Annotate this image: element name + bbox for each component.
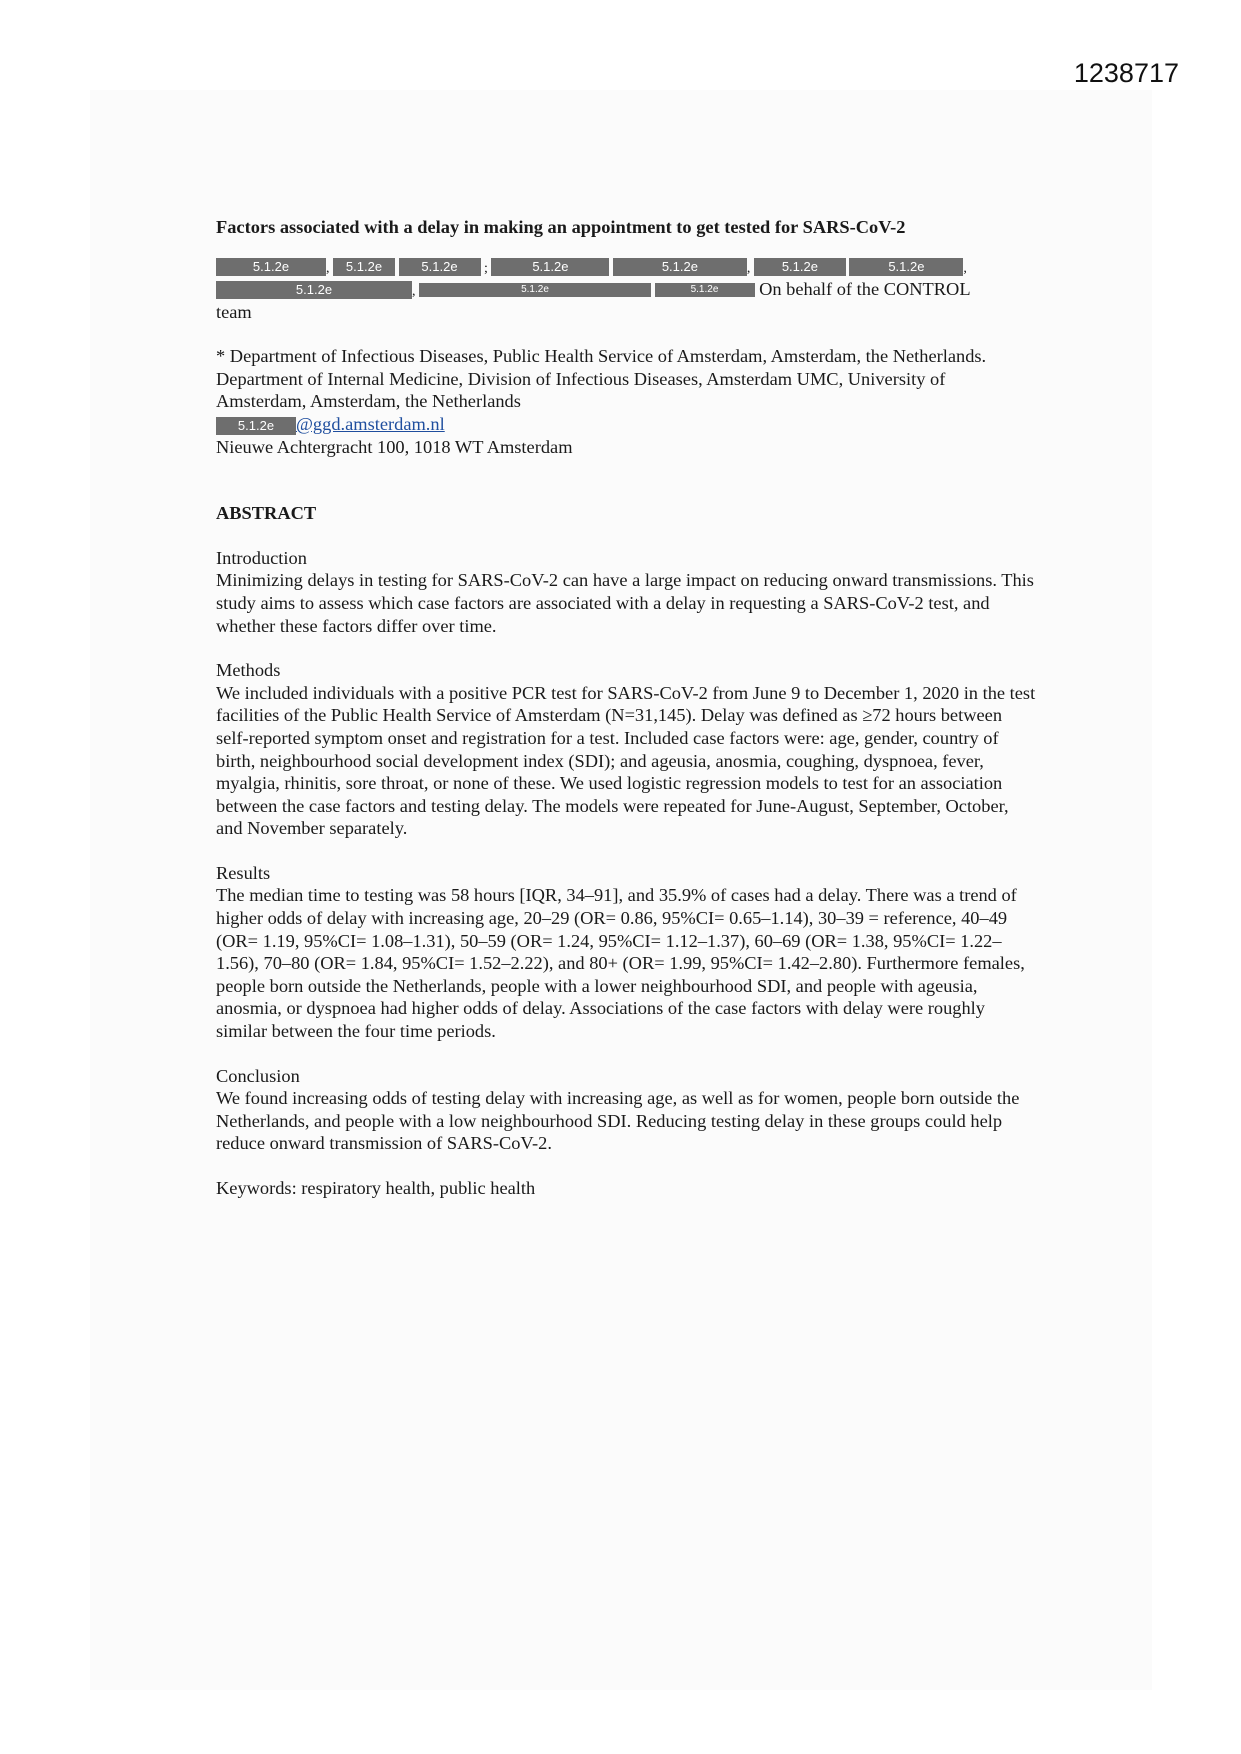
contact-email: [216, 413, 1036, 436]
redacted-author: 5.1.2e: [613, 258, 747, 276]
section-text-conclusion: We found increasing odds of testing delay with increasing age, as well as for women, people born outside the Netherlands, and people with a low neighbourhood SDI. Reducing testing delay in these groups could help reduce onward transmission of SARS-CoV-2.: [216, 1088, 1020, 1154]
affiliation-2: Department of Internal Medicine, Division of Infectious Diseases, Amsterdam UMC, University of Amsterdam, Amsterdam, the Netherlands: [216, 368, 946, 412]
redacted-author: 5.1.2e: [849, 258, 963, 276]
redacted-author: 5.1.2e: [419, 283, 651, 297]
redacted-author: 5.1.2e: [333, 258, 395, 276]
author-list: [216, 255, 1036, 324]
section-text-results: The median time to testing was 58 hours [IQR, 34–91], and 35.9% of cases had a delay. There was a trend of higher odds of delay with increasing age, 20–29 (OR= 0.86, 95%CI= 0.65–1.14), 30–39 = reference, 40–49 (OR= 1.19, 95%CI= 1.08–1.31), 50–59 (OR= 1.24, 95%CI= 1.12–1.37), 60–69 (OR= 1.38, 95%CI= 1.22–1.56), 70–80 (OR= 1.84, 95%CI= 1.52–2.22), and 80+ (OR= 1.99, 95%CI= 1.42–2.80). Furthermore females, people born outside the Netherlands, people with a lower neighbourhood SDI, and people with ageusia, anosmia, or dyspnoea had higher odds of delay. Associations of the case factors with delay were roughly similar between the four time periods.: [216, 885, 1025, 1042]
section-text-introduction: Minimizing delays in testing for SARS-CoV-2 can have a large impact on reducing onward transmissions. This study aims to assess which case factors are associated with a delay in requesting a SARS-CoV-2 test, and whether these factors differ over time.: [216, 570, 1034, 636]
redacted-author: 5.1.2e: [754, 258, 846, 276]
redacted-author: 5.1.2e: [216, 258, 326, 276]
redacted-author: 5.1.2e: [655, 283, 755, 297]
redacted-email-user: 5.1.2e: [216, 417, 296, 435]
section-heading-conclusion: Conclusion: [216, 1065, 300, 1086]
section-text-methods: We included individuals with a positive PCR test for SARS-CoV-2 from June 9 to December 1, 2020 in the test facilities of the Public Health Service of Amsterdam (N=31,145). Delay was defined as ≥72 hours between self-reported symptom onset and registration for a test. Included case factors were: age, gender, country of birth, neighbourhood social development index (SDI); and ageusia, anosmia, coughing, dyspnoea, fever, myalgia, rhinitis, sore throat, or none of these. We used logistic regression models to test for an association between the case factors and testing delay. The models were repeated for June-August, September, October, and November separately.: [216, 682, 1036, 839]
paper-title: Factors associated with a delay in making an appointment to get tested for SARS-CoV-2: [216, 217, 906, 237]
section-heading-introduction: Introduction: [216, 547, 307, 568]
redacted-author: 5.1.2e: [216, 281, 412, 299]
authors-suffix: On behalf of the CONTROL: [759, 278, 971, 299]
address: Nieuwe Achtergracht 100, 1018 WT Amsterdam: [216, 436, 573, 457]
section-heading-results: Results: [216, 862, 271, 883]
email-link[interactable]: @ggd.amsterdam.nl: [296, 413, 445, 434]
author-row-2: 5.1.2e , 5.1.2e 5.1.2e On behalf of the CONTROL: [216, 278, 1036, 301]
affiliation-1: * Department of Infectious Diseases, Public Health Service of Amsterdam, Amsterdam, the Netherlands.: [216, 346, 987, 367]
author-row-1: 5.1.2e , 5.1.2e 5.1.2e ; 5.1.2e 5.1.2e , 5.1.2e 5.1.2e ,: [216, 255, 1036, 278]
page-content: [216, 216, 1036, 1200]
document-id: 1238717: [1073, 58, 1179, 88]
abstract-heading: ABSTRACT: [216, 503, 317, 524]
redacted-author: 5.1.2e: [491, 258, 609, 276]
section-heading-methods: Methods: [216, 660, 281, 681]
redacted-author: 5.1.2e: [399, 258, 481, 276]
keywords: Keywords: respiratory health, public health: [216, 1178, 536, 1198]
authors-suffix-2: team: [216, 301, 252, 322]
